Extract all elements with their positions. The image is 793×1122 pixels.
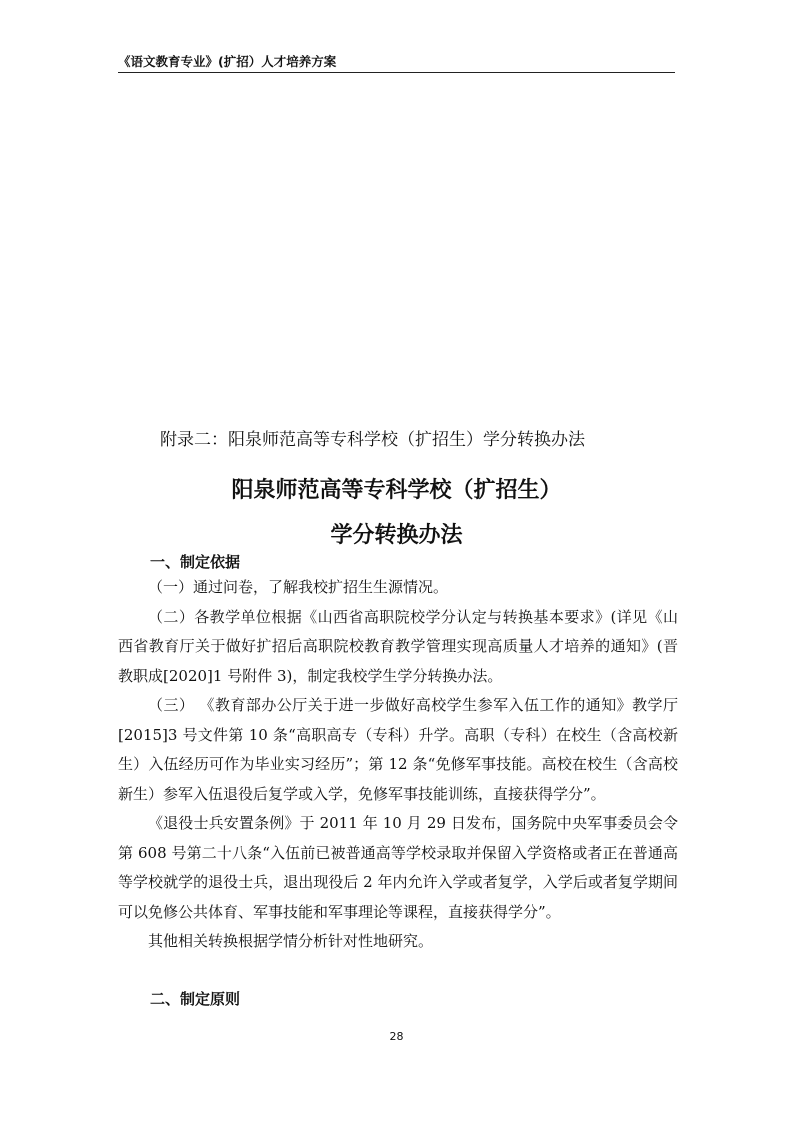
body-text xyxy=(118,573,678,957)
document-title-line-2: 学分转换办法 xyxy=(330,523,463,548)
page-number: 28 xyxy=(389,1030,404,1043)
paragraph: （三） 《教育部办公厅关于进一步做好高校学生参军入伍工作的通知》教学厅 [2015]3 号文件第 10 条“高职高专（专科）升学。高职（专科）在校生（含高校新生）入伍经历可作为毕业实习经历”；第 12 条“免修军事技能。高校在校生（含高校新生）参军入伍退役后复学或入学，免修军事技能训练，直接获得学分”。 xyxy=(118,696,678,803)
paragraph: （二）各教学单位根据《山西省高职院校学分认定与转换基本要求》(详见《山西省教育厅关于做好扩招后高职院校教育教学管理实现高质量人才培养的通知》(晋教职成[2020]1 号附件 3)，制定我校学生学分转换办法。 xyxy=(118,607,678,685)
paragraph: 《退役士兵安置条例》于 2011 年 10 月 29 日发布，国务院中央军事委员会令第 608 号第二十八条“入伍前已被普通高等学校录取并保留入学资格或者正在普通高等学校就学的退役士兵，退出现役后 2 年内允许入学或者复学，入学后或者复学期间可以免修公共体育、军事技能和军事理论等课程，直接获得学分”。 xyxy=(118,814,678,921)
appendix-title: 附录二：阳泉师范高等专科学校（扩招生）学分转换办法 xyxy=(160,430,585,450)
paragraph: 其他相关转换根据学情分析针对性地研究。 xyxy=(148,932,434,950)
section-heading-basis: 一、制定依据 xyxy=(150,553,241,571)
header-divider xyxy=(118,72,675,73)
section-heading-principles: 二、制定原则 xyxy=(150,990,241,1008)
paragraph: （一）通过问卷，了解我校扩招生生源情况。 xyxy=(148,578,449,596)
running-header: 《语文教育专业》(扩招）人才培养方案 xyxy=(118,54,337,69)
document-title-line-1: 阳泉师范高等专科学校（扩招生） xyxy=(231,478,562,503)
